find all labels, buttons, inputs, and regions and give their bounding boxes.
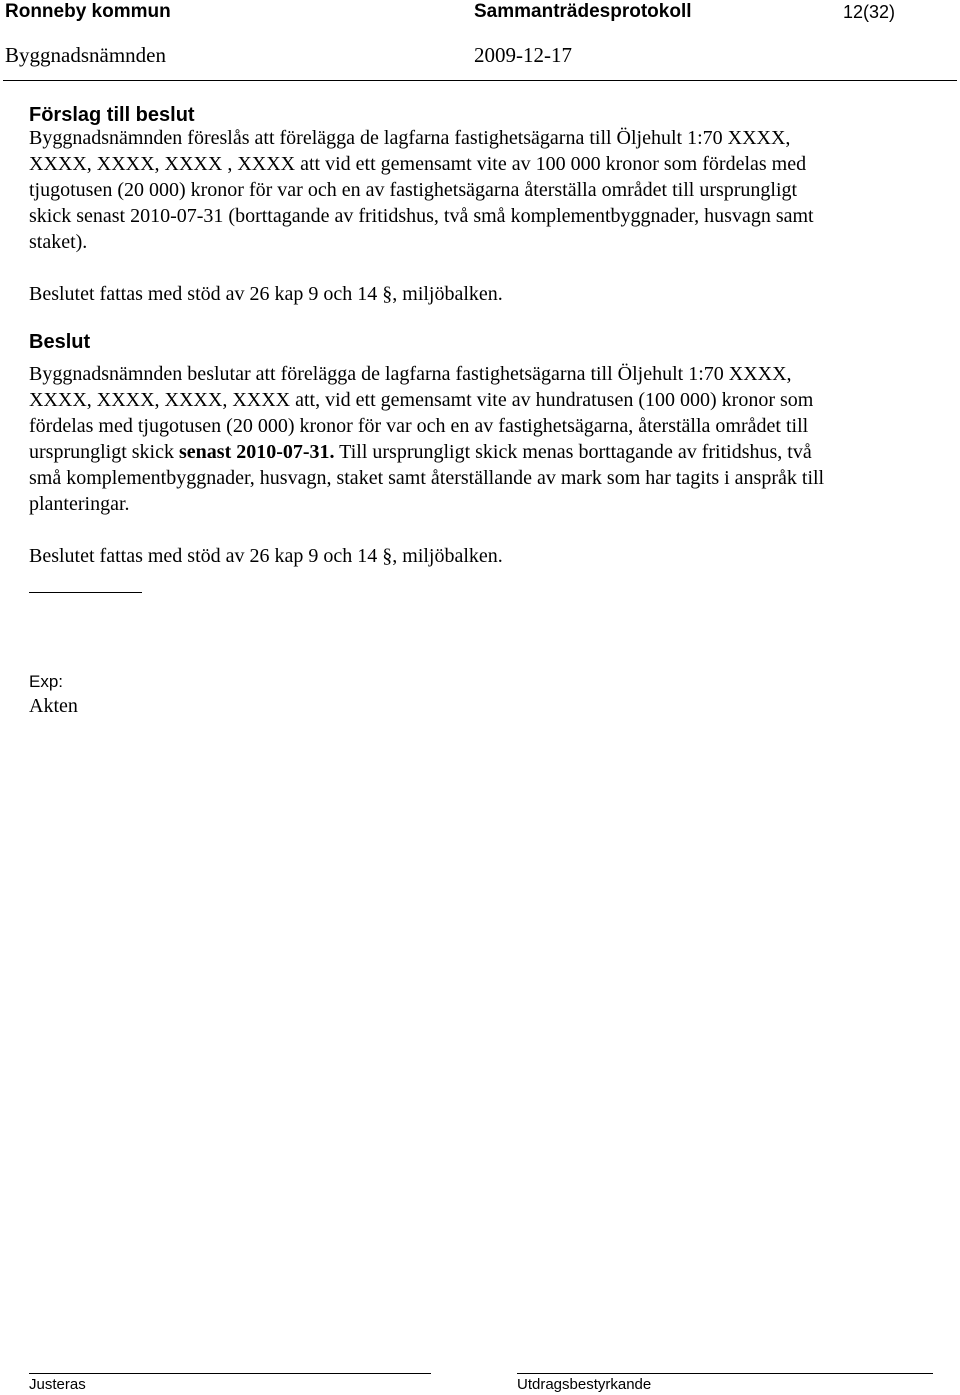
- decision-line: små komplementbyggnader, husvagn, staket samt återställande av mark som har tagits i anspråk till: [29, 467, 825, 489]
- decision-line: Byggnadsnämnden beslutar att förelägga de lagfarna fastighetsägarna till Öljehult 1:70 XXXX,: [29, 363, 792, 385]
- decision-line: fördelas med tjugotusen (20 000) kronor för var och en av fastighetsägarna, återställa området till: [29, 415, 809, 437]
- page-number: 12(32): [843, 2, 896, 22]
- footer-utdragsbestyrkande: Utdragsbestyrkande: [517, 1376, 652, 1393]
- footer-rule-right: [517, 1373, 933, 1374]
- section-separator: [29, 592, 142, 593]
- footer-rule-left: [29, 1373, 431, 1374]
- deadline-date: senast 2010-07-31.: [179, 441, 335, 463]
- proposal-line: staket).: [29, 231, 88, 253]
- dispatch-label: Exp:: [29, 672, 64, 691]
- decision-line: XXXX, XXXX, XXXX, XXXX att, vid ett gemensamt vite av hundratusen (100 000) kronor som: [29, 389, 814, 411]
- decision-line: [29, 442, 812, 462]
- decision-legal-basis: Beslutet fattas med stöd av 26 kap 9 och 14 §, miljöbalken.: [29, 545, 503, 567]
- municipality-name: Ronneby kommun: [5, 1, 171, 22]
- document-type: Sammanträdesprotokoll: [474, 1, 692, 22]
- dispatch-recipient: Akten: [29, 695, 78, 717]
- footer-justeras: Justeras: [29, 1376, 86, 1393]
- proposal-line: XXXX, XXXX, XXXX , XXXX att vid ett gemensamt vite av 100 000 kronor som fördelas med: [29, 153, 807, 175]
- proposal-heading: Förslag till beslut: [29, 104, 195, 126]
- header-rule: [3, 80, 957, 81]
- committee-name: Byggnadsnämnden: [5, 43, 166, 67]
- proposal-legal-basis: Beslutet fattas med stöd av 26 kap 9 och 14 §, miljöbalken.: [29, 283, 503, 305]
- decision-line-text: Till ursprungligt skick menas borttagande av fritidshus, två: [334, 441, 812, 463]
- meeting-date: 2009-12-17: [474, 43, 572, 67]
- decision-line: planteringar.: [29, 493, 130, 515]
- decision-line-text: ursprungligt skick: [29, 441, 179, 463]
- decision-heading: Beslut: [29, 331, 91, 353]
- proposal-line: Byggnadsnämnden föreslås att förelägga de lagfarna fastighetsägarna till Öljehult 1:70 XXXX,: [29, 127, 791, 149]
- proposal-line: skick senast 2010-07-31 (borttagande av fritidshus, två små komplementbyggnader, husvagn samt: [29, 205, 814, 227]
- proposal-line: tjugotusen (20 000) kronor för var och en av fastighetsägarna återställa området till ursprungligt: [29, 179, 798, 201]
